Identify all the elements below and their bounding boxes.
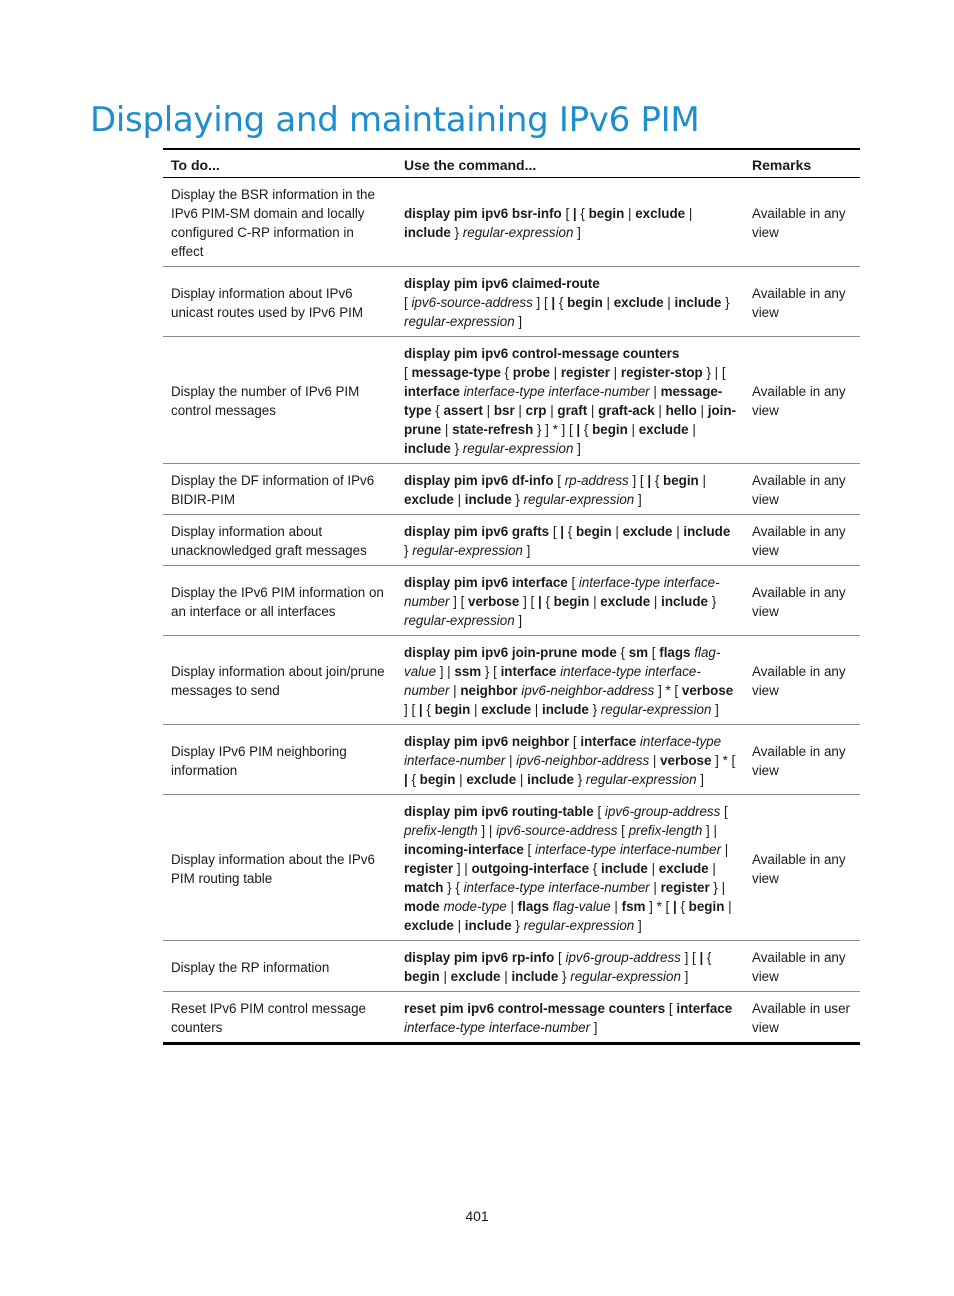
command-keyword: bsr	[493, 403, 515, 418]
command-cell: display pim ipv6 rp-info [ ipv6-group-address ] [ | { begin | exclude | include } regular-expression ]	[396, 941, 744, 992]
command-keyword: begin	[588, 206, 625, 221]
todo-cell: Reset IPv6 PIM control message counters	[163, 992, 396, 1044]
command-keyword: exclude	[404, 918, 454, 933]
command-cell: display pim ipv6 control-message counters [ message-type { probe | register | register-stop } | [ interface interface-type interface-number | message-type { assert | bsr | crp | graft | graft-ack | hello | join-prune | state-refresh } ] * ] [ | { begin | exclude | include } regular-expression ]	[396, 337, 744, 464]
remarks-cell: Available in any view	[744, 515, 860, 566]
command-keyword: |	[673, 899, 677, 914]
command-argument: regular-expression	[523, 492, 635, 507]
command-keyword: |	[560, 524, 565, 539]
command-argument: interface-type interface-number	[404, 575, 720, 609]
command-keyword: |	[572, 206, 577, 221]
command-keyword: flags	[517, 899, 549, 914]
command-keyword: exclude	[658, 861, 709, 876]
command-keyword: |	[404, 772, 408, 787]
remarks-cell: Available in any view	[744, 795, 860, 941]
command-keyword: crp	[525, 403, 547, 418]
command-keyword: exclude	[466, 772, 517, 787]
command-keyword: |	[418, 702, 423, 717]
command-argument: ipv6-group-address	[604, 804, 721, 819]
command-argument: interface-type interface-number	[404, 664, 701, 698]
command-argument: prefix-length	[628, 823, 703, 838]
command-keyword: display pim ipv6 interface	[404, 575, 568, 590]
command-keyword: verbose	[681, 683, 734, 698]
command-keyword: match	[404, 880, 444, 895]
command-argument: regular-expression	[600, 702, 712, 717]
command-keyword: exclude	[600, 594, 651, 609]
command-keyword: display pim ipv6 grafts	[404, 524, 550, 539]
command-cell: display pim ipv6 claimed-route [ ipv6-source-address ] [ | { begin | exclude | include } regular-expression ]	[396, 267, 744, 337]
remarks-cell: Available in any view	[744, 464, 860, 515]
command-keyword: |	[576, 422, 581, 437]
todo-cell: Display the number of IPv6 PIM control messages	[163, 337, 396, 464]
command-keyword: ssm	[454, 664, 482, 679]
command-keyword: begin	[553, 594, 590, 609]
command-keyword: begin	[434, 702, 471, 717]
command-keyword: include	[542, 702, 589, 717]
command-keyword: include	[600, 861, 648, 876]
command-keyword: exclude	[635, 206, 686, 221]
command-keyword: |	[537, 594, 542, 609]
command-keyword: |	[699, 950, 704, 965]
command-keyword: |	[551, 295, 556, 310]
command-keyword: begin	[592, 422, 628, 437]
command-keyword: fsm	[621, 899, 646, 914]
command-keyword: register-stop	[620, 365, 703, 380]
command-keyword: display pim ipv6 claimed-route	[404, 276, 600, 291]
command-keyword: exclude	[622, 524, 673, 539]
table-row	[163, 464, 860, 515]
remarks-cell: Available in user view	[744, 992, 860, 1044]
page-title: Displaying and maintaining IPv6 PIM	[90, 100, 700, 140]
command-keyword: begin	[663, 473, 699, 488]
command-argument: interface-type interface-number	[404, 734, 722, 768]
command-keyword: verbose	[468, 594, 520, 609]
command-argument: regular-expression	[404, 613, 515, 628]
command-argument: mode-type	[443, 899, 507, 914]
remarks-cell: Available in any view	[744, 636, 860, 725]
command-keyword: display pim ipv6 routing-table	[404, 804, 594, 819]
table-row	[163, 992, 860, 1044]
command-keyword: verbose	[660, 753, 712, 768]
command-keyword: begin	[688, 899, 725, 914]
table-row	[163, 636, 860, 725]
command-keyword: display pim ipv6 join-prune mode	[404, 645, 617, 660]
command-keyword: graft-ack	[598, 403, 655, 418]
command-keyword: join-prune	[404, 403, 736, 437]
command-keyword: display pim ipv6 df-info	[404, 473, 554, 488]
command-argument: regular-expression	[462, 441, 574, 456]
todo-cell: Display the RP information	[163, 941, 396, 992]
command-table	[163, 148, 860, 1045]
table-row	[163, 566, 860, 636]
todo-cell: Display the IPv6 PIM information on an interface or all interfaces	[163, 566, 396, 636]
command-argument: regular-expression	[585, 772, 697, 787]
command-keyword: exclude	[481, 702, 532, 717]
table-header-row	[163, 149, 860, 178]
table-row	[163, 515, 860, 566]
command-keyword: interface	[580, 734, 637, 749]
todo-cell: Display information about IPv6 unicast routes used by IPv6 PIM	[163, 267, 396, 337]
command-argument: ipv6-source-address	[411, 295, 533, 310]
todo-cell: Display information about the IPv6 PIM routing table	[163, 795, 396, 941]
command-keyword: exclude	[450, 969, 501, 984]
command-cell: reset pim ipv6 control-message counters [ interface interface-type interface-number ]	[396, 992, 744, 1044]
command-cell: display pim ipv6 interface [ interface-type interface-number ] [ verbose ] [ | { begin | exclude | include } regular-expression ]	[396, 566, 744, 636]
todo-cell: Display the BSR information in the IPv6 PIM-SM domain and locally configured C-RP information in effect	[163, 178, 396, 267]
command-keyword: include	[683, 524, 731, 539]
command-cell: display pim ipv6 bsr-info [ | { begin | exclude | include } regular-expression ]	[396, 178, 744, 267]
remarks-cell: Available in any view	[744, 337, 860, 464]
command-cell: display pim ipv6 df-info [ rp-address ] [ | { begin | exclude | include } regular-expression ]	[396, 464, 744, 515]
command-keyword: neighbor	[460, 683, 518, 698]
remarks-cell: Available in any view	[744, 941, 860, 992]
command-keyword: exclude	[613, 295, 664, 310]
command-argument: regular-expression	[412, 543, 523, 558]
command-keyword: include	[511, 969, 559, 984]
command-argument: regular-expression	[523, 918, 635, 933]
command-argument: interface-type interface-number	[463, 880, 650, 895]
command-keyword: display pim ipv6 neighbor	[404, 734, 570, 749]
command-keyword: flags	[659, 645, 691, 660]
command-keyword: begin	[419, 772, 456, 787]
command-keyword: begin	[567, 295, 603, 310]
command-argument: ipv6-neighbor-address	[516, 753, 650, 768]
command-keyword: include	[674, 295, 722, 310]
command-keyword: register	[660, 880, 710, 895]
remarks-cell: Available in any view	[744, 725, 860, 795]
command-keyword: message-type	[411, 365, 501, 380]
command-keyword: register	[404, 861, 454, 876]
command-keyword: include	[661, 594, 708, 609]
command-keyword: sm	[628, 645, 649, 660]
command-argument: regular-expression	[570, 969, 681, 984]
page-number: 401	[465, 1208, 489, 1224]
table-row	[163, 178, 860, 267]
command-keyword: include	[527, 772, 574, 787]
todo-cell: Display the DF information of IPv6 BIDIR-PIM	[163, 464, 396, 515]
command-keyword: graft	[557, 403, 588, 418]
command-argument: ipv6-source-address	[496, 823, 618, 838]
command-argument: rp-address	[564, 473, 629, 488]
command-keyword: state-refresh	[452, 422, 534, 437]
table-row	[163, 267, 860, 337]
command-argument: ipv6-neighbor-address	[521, 683, 655, 698]
command-argument: interface-type interface-number	[534, 842, 722, 857]
command-keyword: reset pim ipv6 control-message counters	[404, 1001, 666, 1016]
todo-cell: Display information about unacknowledged graft messages	[163, 515, 396, 566]
command-cell: display pim ipv6 routing-table [ ipv6-group-address [ prefix-length ] | ipv6-source-address [ prefix-length ] | incoming-interface [ interface-type interface-number | register ] | outgoing-interface { include | exclude | match } { interface-type interface-number | register } | mode mode-type | flags flag-value | fsm ] * [ | { begin | exclude | include } regular-expression ]	[396, 795, 744, 941]
table-row	[163, 795, 860, 941]
command-keyword: probe	[512, 365, 550, 380]
command-cell: display pim ipv6 join-prune mode { sm [ flags flag-value ] | ssm } [ interface interface-type interface-number | neighbor ipv6-neighbor-address ] * [ verbose ] [ | { begin | exclude | include } regular-expression ]	[396, 636, 744, 725]
command-argument: flag-value	[552, 899, 611, 914]
command-argument: regular-expression	[404, 314, 515, 329]
header-remarks: Remarks	[744, 149, 860, 178]
command-argument: interface-type interface-number	[404, 1020, 591, 1035]
command-keyword: incoming-interface	[404, 842, 524, 857]
command-keyword: display pim ipv6 rp-info	[404, 950, 555, 965]
command-keyword: assert	[443, 403, 483, 418]
remarks-cell: Available in any view	[744, 566, 860, 636]
command-cell: display pim ipv6 neighbor [ interface interface-type interface-number | ipv6-neighbor-address | verbose ] * [ | { begin | exclude | include } regular-expression ]	[396, 725, 744, 795]
command-keyword: display pim ipv6 bsr-info	[404, 206, 562, 221]
command-keyword: begin	[404, 969, 440, 984]
command-keyword: register	[560, 365, 610, 380]
command-keyword: exclude	[404, 492, 454, 507]
command-argument: interface-type interface-number	[463, 384, 650, 399]
command-keyword: display pim ipv6 control-message counters	[404, 346, 680, 361]
command-keyword: outgoing-interface	[471, 861, 590, 876]
command-keyword: begin	[575, 524, 612, 539]
command-keyword: hello	[665, 403, 697, 418]
command-argument: prefix-length	[404, 823, 478, 838]
command-keyword: message-type	[404, 384, 723, 418]
remarks-cell: Available in any view	[744, 267, 860, 337]
command-keyword: |	[647, 473, 652, 488]
command-cell: display pim ipv6 grafts [ | { begin | exclude | include } regular-expression ]	[396, 515, 744, 566]
table-row	[163, 337, 860, 464]
command-keyword: interface	[500, 664, 557, 679]
header-command: Use the command...	[396, 149, 744, 178]
command-keyword: exclude	[638, 422, 689, 437]
command-keyword: include	[404, 225, 451, 240]
todo-cell: Display IPv6 PIM neighboring information	[163, 725, 396, 795]
command-keyword: include	[464, 918, 512, 933]
table-row	[163, 725, 860, 795]
command-keyword: interface	[676, 1001, 733, 1016]
command-keyword: include	[464, 492, 512, 507]
remarks-cell: Available in any view	[744, 178, 860, 267]
command-argument: regular-expression	[462, 225, 574, 240]
header-todo: To do...	[163, 149, 396, 178]
todo-cell: Display information about join/prune messages to send	[163, 636, 396, 725]
table-row	[163, 941, 860, 992]
command-keyword: interface	[404, 384, 460, 399]
command-keyword: mode	[404, 899, 440, 914]
command-argument: flag-value	[404, 645, 721, 679]
command-keyword: include	[404, 441, 451, 456]
command-argument: ipv6-group-address	[565, 950, 681, 965]
